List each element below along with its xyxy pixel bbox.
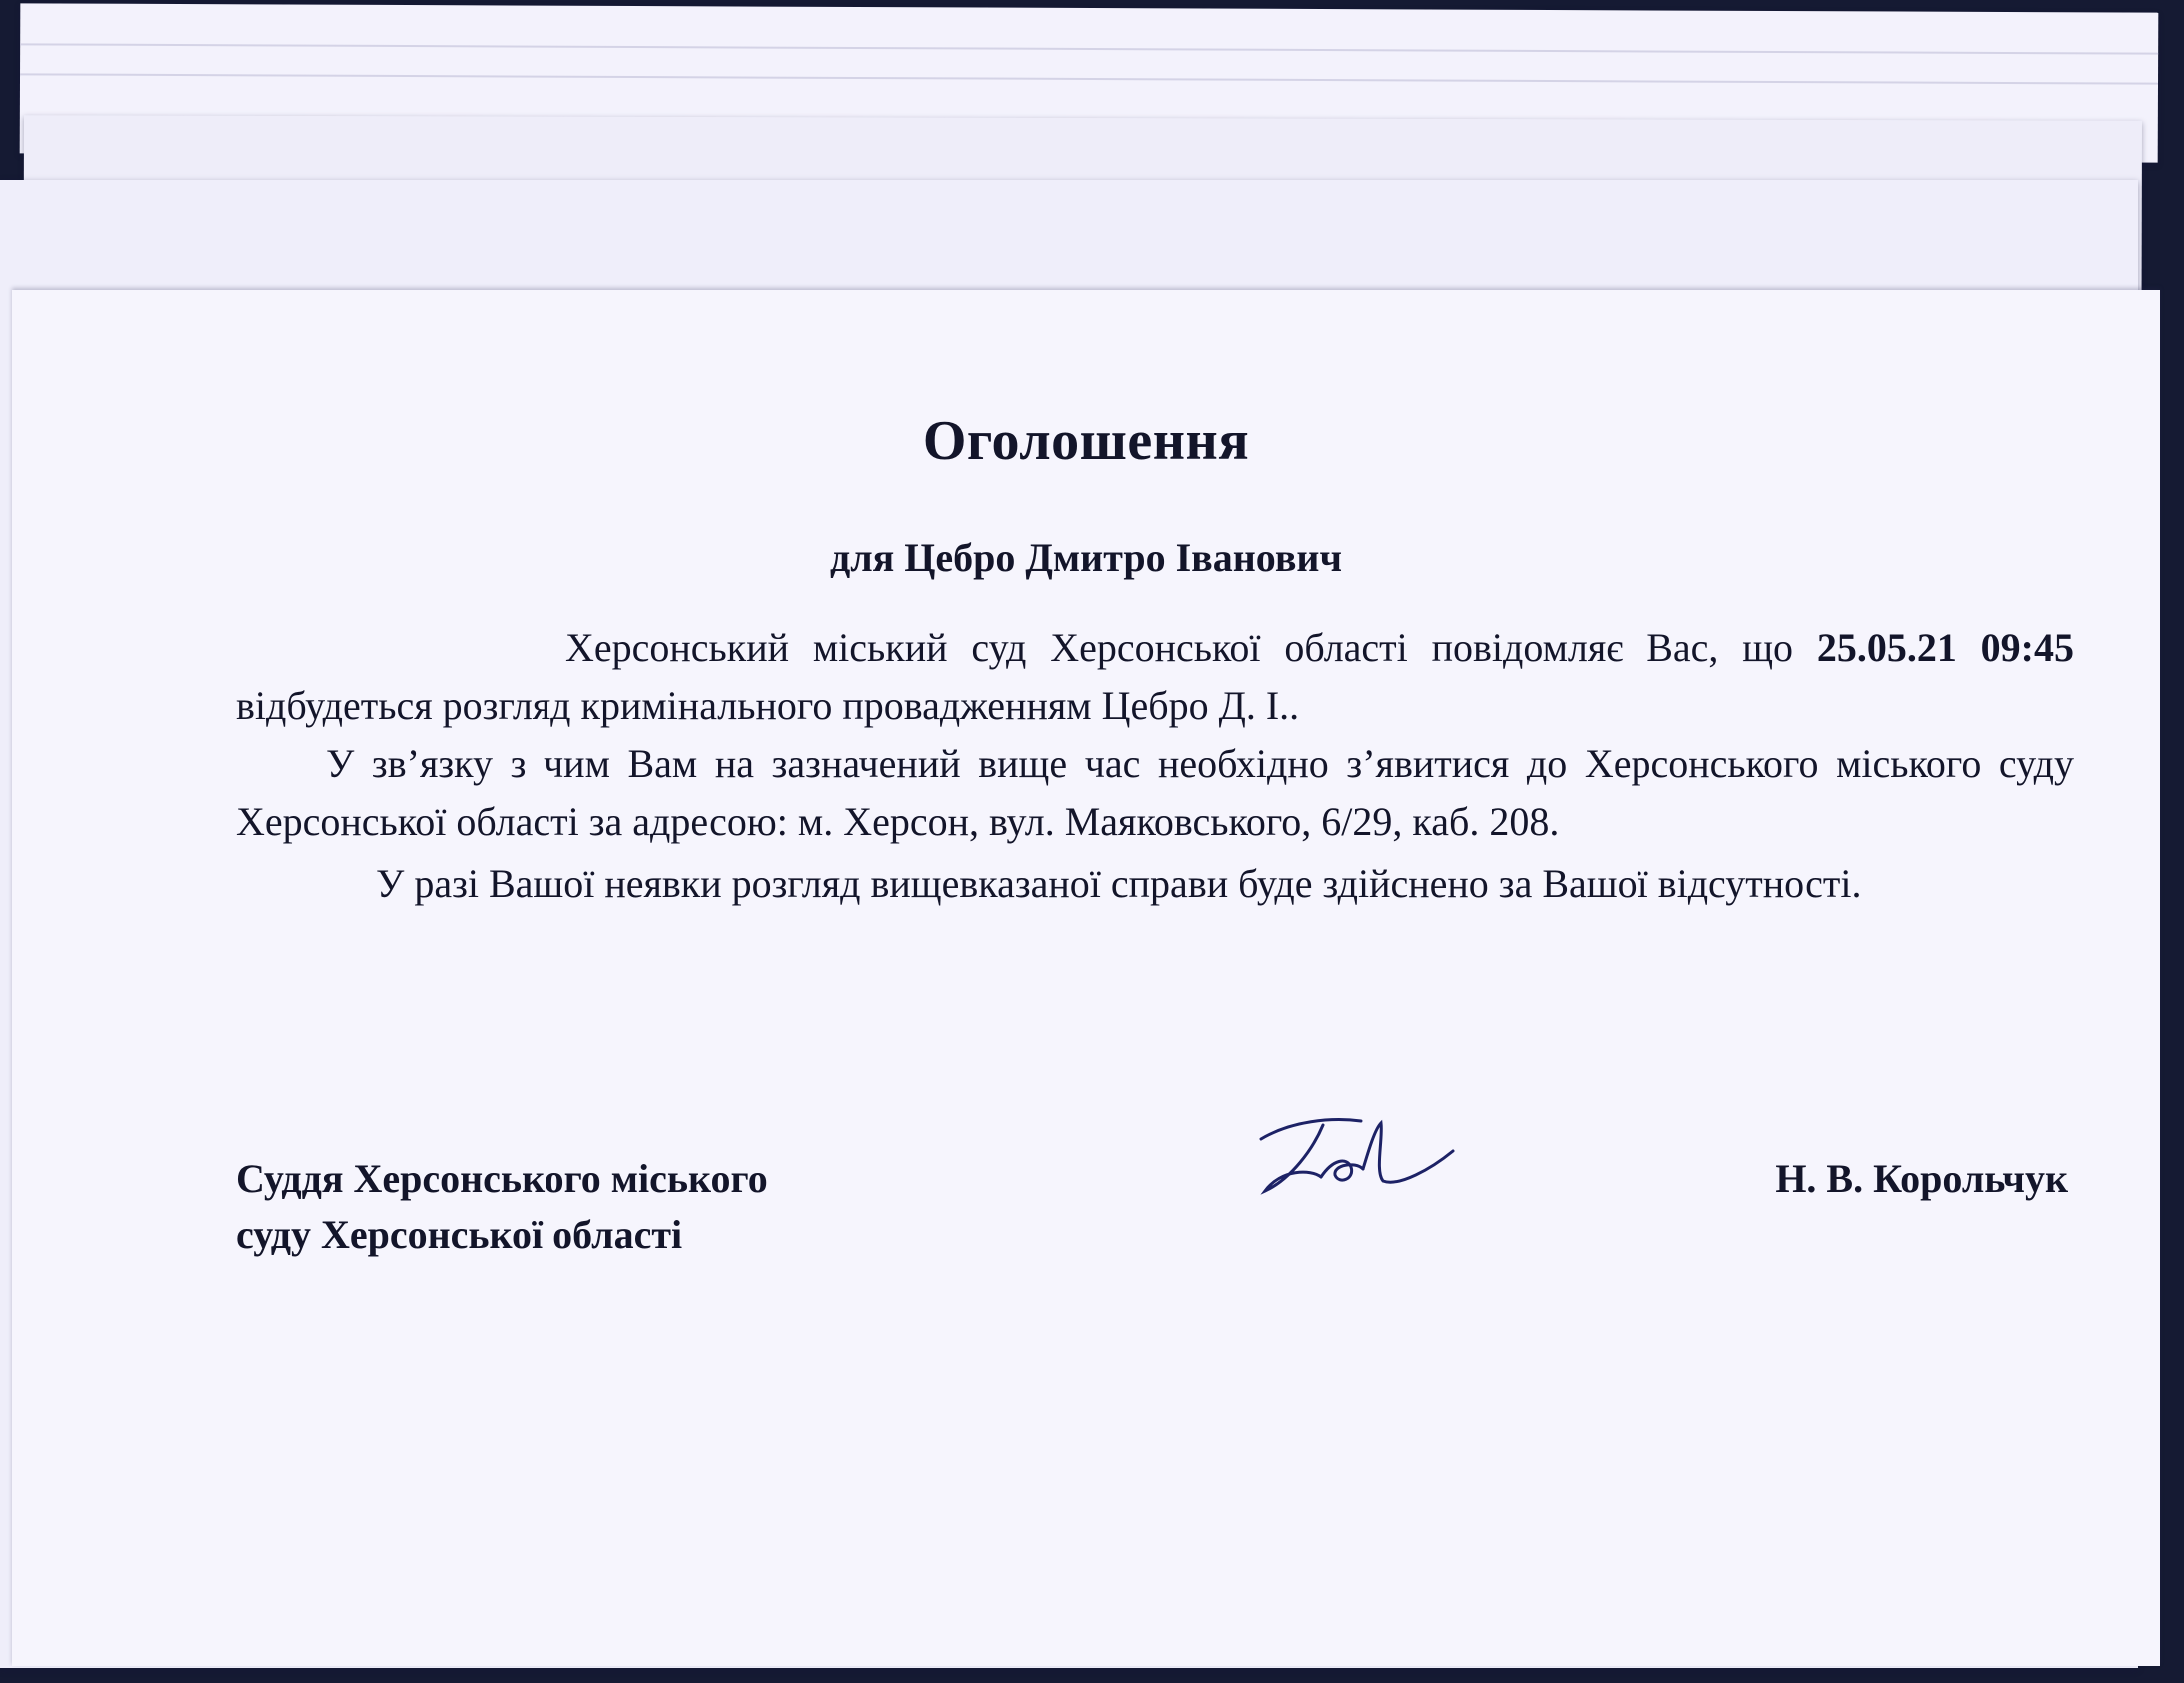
addressee: для Цебро Дмитро Іванович (829, 535, 1343, 580)
signatory-position (236, 1151, 768, 1262)
signatory-name: Н. В. Корольчук (1775, 1156, 2068, 1201)
notice-sheet (12, 290, 2160, 1666)
handwritten-signature (1251, 1099, 1461, 1209)
hearing-datetime: 25.05.21 09:45 (1816, 625, 2074, 670)
paragraph-hearing-date (236, 619, 2074, 735)
signatory-position-line: Суддя Херсонського міського (236, 1156, 768, 1201)
notice-body (236, 619, 2074, 913)
signatory-position-line: суду Херсонської області (236, 1212, 683, 1257)
paragraph-court-address: У зв’язку з чим Вам на зазначений вище час необхідно з’явитися до Херсонського міського суду Херсонської області за адресою: м. Херсон, вул. Маяковського, 6/29, каб. 208. (236, 741, 2074, 844)
paragraph-text: Херсонський міський суд Херсонської області повідомляє Вас, що (565, 625, 1817, 670)
document-title: Оголошення (922, 411, 1250, 472)
paragraph-absence-warning: У разі Вашої неявки розгляд вищевказаної справи буде здійснено за Вашої відсутності. (376, 861, 1862, 906)
paragraph-text: відбудеться розгляд кримінального провадженням Цебро Д. І.. (236, 683, 1300, 728)
